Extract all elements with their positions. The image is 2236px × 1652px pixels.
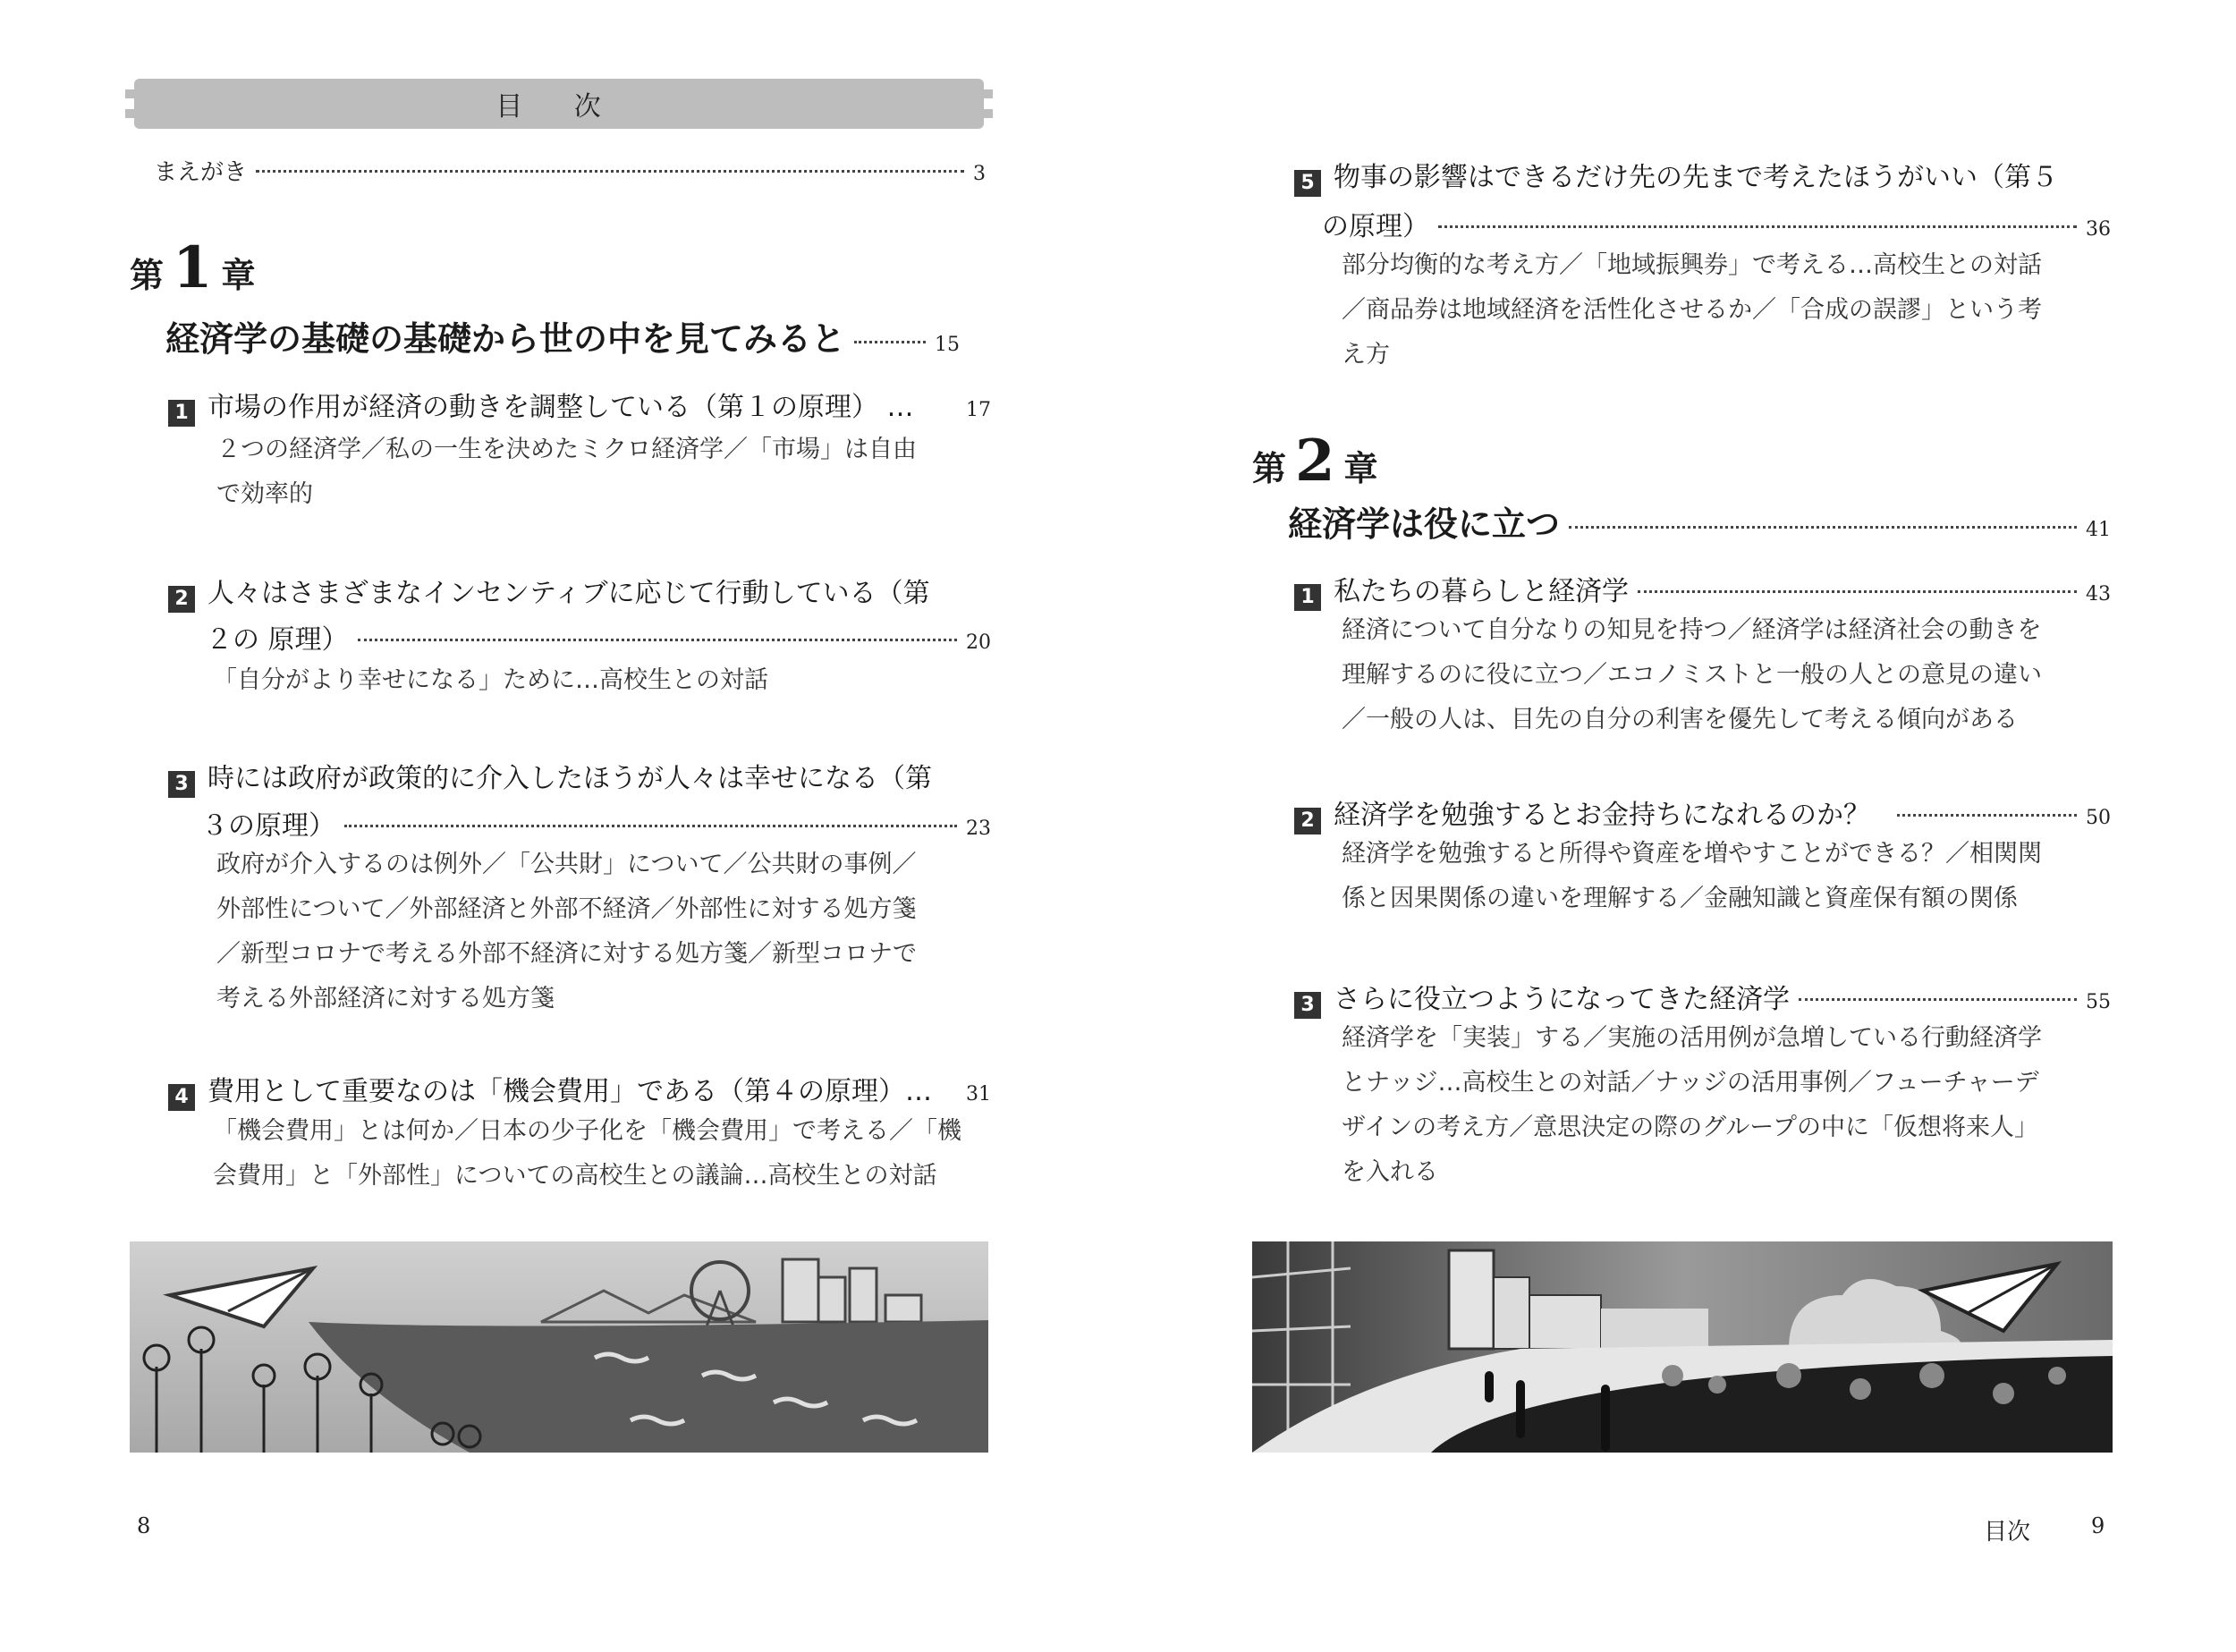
chapter-number: 2 — [1295, 428, 1335, 495]
section-title: 市場の作用が経済の動きを調整している（第１の原理） … — [208, 392, 914, 423]
toc-entry-preface[interactable] — [154, 154, 986, 187]
section-topics — [1342, 608, 2042, 742]
toc-entry-section[interactable] — [168, 756, 991, 795]
topic-line: 部分均衡的な考え方／「地域振興券」で考える…高校生との対話 — [1342, 251, 2042, 279]
topic-line: ザインの考え方／意思決定の際のグループの中に「仮想将来人」 — [1342, 1114, 2038, 1141]
section-title-cont: の原理） — [1322, 211, 1429, 242]
toc-entry-section[interactable] — [168, 385, 991, 424]
section-number-badge: 1 — [168, 400, 195, 427]
chapter-suffix: 章 — [221, 256, 256, 295]
section-topics — [216, 843, 917, 1021]
section-title: 経済学を勉強するとお金持ちになれるのか？ — [1334, 800, 1870, 831]
section-topics — [216, 428, 917, 517]
topic-line: え方 — [1342, 341, 1390, 369]
chapter-2-label — [1252, 428, 1378, 495]
section-number-badge: 3 — [168, 771, 195, 798]
preface-label: まえがき — [154, 159, 248, 186]
chapter-suffix: 章 — [1343, 449, 1378, 488]
toc-banner-title: 目 次 — [495, 91, 623, 123]
dot-leader — [1897, 814, 2077, 817]
page-number: 50 — [2086, 807, 2111, 829]
left-page-number: 8 — [137, 1513, 151, 1538]
right-page-number: 9 — [2091, 1513, 2105, 1538]
running-head: 目次 — [1984, 1519, 2031, 1546]
toc-banner — [134, 79, 984, 129]
dot-leader — [1638, 590, 2077, 593]
page-number: 41 — [2086, 519, 2111, 541]
section-topics — [1342, 1016, 2042, 1195]
topic-line: で効率的 — [216, 480, 313, 508]
topic-line: 経済学を「実装」する／実施の活用例が急増している行動経済学 — [1342, 1024, 2042, 1052]
section-title: 物事の影響はできるだけ先の先まで考えたほうがいい（第５ — [1334, 162, 2058, 193]
topic-line: とナッジ…高校生との対話／ナッジの活用事例／フューチャーデ — [1342, 1069, 2039, 1097]
topic-line: 係と因果関係の違いを理解する／金融知識と資産保有額の関係 — [1342, 885, 2018, 912]
toc-entry-section-cont[interactable] — [206, 617, 991, 657]
section-number-badge: 3 — [1294, 992, 1321, 1019]
seaside-city-illustration — [130, 1241, 988, 1453]
chapter-number: 1 — [173, 234, 213, 301]
page-number: 3 — [973, 163, 986, 185]
dot-leader — [854, 341, 926, 343]
topic-line: 考える外部経済に対する処方箋 — [216, 985, 555, 1012]
chapter-1-label — [130, 234, 256, 301]
section-number-badge: 2 — [168, 586, 195, 613]
page-number: 55 — [2086, 991, 2111, 1013]
toc-entry-chapter-1[interactable] — [165, 311, 993, 360]
topic-line: 「自分がより幸せになる」ために…高校生との対話 — [213, 666, 768, 694]
toc-entry-chapter-2[interactable] — [1288, 496, 2111, 546]
chapter-1-title: 経済学の基礎の基礎から世の中を見てみると — [165, 319, 846, 359]
topic-line: ／新型コロナで考える外部不経済に対する処方箋／新型コロナで — [216, 940, 917, 968]
section-topics — [213, 1109, 961, 1199]
section-title: 時には政府が政策的に介入したほうが人々は幸せになる（第 — [208, 763, 932, 794]
topic-line: を入れる — [1342, 1158, 1438, 1186]
dot-leader — [344, 825, 957, 827]
section-title-cont: ３の原理） — [201, 810, 335, 842]
section-topics — [1342, 243, 2042, 377]
banner-notch-left — [125, 109, 134, 118]
page-number: 36 — [2086, 218, 2111, 241]
chapter-prefix: 第 — [130, 256, 165, 295]
page-number: 43 — [2086, 583, 2111, 606]
section-title: 人々はさまざまなインセンティブに応じて行動している（第 — [208, 578, 930, 609]
page-number: 20 — [966, 631, 991, 654]
topic-line: 政府が介入するのは例外／「公共財」について／公共財の事例／ — [216, 851, 917, 878]
dot-leader — [256, 170, 964, 173]
dot-leader — [1569, 526, 2077, 529]
topic-line: ２つの経済学／私の一生を決めたミクロ経済学／「市場」は自由 — [216, 436, 917, 463]
banner-notch-right — [984, 89, 993, 98]
toc-entry-section[interactable] — [168, 571, 991, 610]
section-number-badge: 2 — [1294, 808, 1321, 834]
chapter-2-title: 経済学は役に立つ — [1288, 504, 1561, 544]
section-number-badge: 5 — [1294, 170, 1321, 197]
page-number: 15 — [935, 334, 961, 356]
toc-entry-section[interactable] — [168, 1069, 991, 1108]
toc-entry-section-cont[interactable] — [201, 803, 991, 843]
dot-leader — [358, 639, 957, 641]
section-title: さらに役立つようになってきた経済学 — [1334, 984, 1790, 1015]
dot-leader — [1438, 225, 2077, 228]
section-topics — [213, 658, 768, 703]
topic-line: ／一般の人は、目先の自分の利害を優先して考える傾向がある — [1342, 706, 2018, 733]
section-title: 費用として重要なのは「機会費用」である（第４の原理）… — [208, 1076, 932, 1107]
banner-notch-right — [984, 109, 993, 118]
toc-entry-section[interactable] — [1294, 792, 2111, 832]
toc-entry-section[interactable] — [1294, 569, 2111, 608]
topic-line: 外部性について／外部経済と外部不経済／外部性に対する処方箋 — [216, 895, 917, 923]
section-title-cont: ２の 原理） — [206, 624, 349, 656]
topic-line: 理解するのに役に立つ／エコノミストと一般の人との意見の違い — [1342, 661, 2042, 689]
toc-entry-section-cont[interactable] — [1322, 204, 2111, 243]
page-number: 31 — [966, 1083, 991, 1106]
waterfront-promenade-illustration — [1252, 1241, 2113, 1453]
page-number: 23 — [966, 818, 991, 840]
topic-line: 経済について自分なりの知見を持つ／経済学は経済社会の動きを — [1342, 616, 2042, 644]
topic-line: 会費用」と「外部性」についての高校生との議論…高校生との対話 — [213, 1162, 937, 1190]
topic-line: 「機会費用」とは何か／日本の少子化を「機会費用」で考える／「機 — [213, 1117, 961, 1145]
section-title: 私たちの暮らしと経済学 — [1334, 576, 1629, 607]
waterfront-promenade-illustration-art — [1252, 1241, 2113, 1453]
topic-line: ／商品券は地域経済を活性化させるか／「合成の誤謬」という考 — [1342, 296, 2042, 324]
toc-entry-section[interactable] — [1294, 977, 2111, 1016]
chapter-prefix: 第 — [1252, 449, 1287, 488]
banner-notch-left — [125, 89, 134, 98]
section-number-badge: 1 — [1294, 584, 1321, 611]
topic-line: 経済学を勉強すると所得や資産を増やすことができる？／相関関 — [1342, 840, 2042, 868]
seaside-city-illustration-art — [130, 1241, 988, 1453]
section-topics — [1342, 832, 2042, 921]
toc-entry-section[interactable] — [1294, 155, 2117, 194]
dot-leader — [1799, 998, 2077, 1001]
page-number: 17 — [966, 399, 991, 421]
section-number-badge: 4 — [168, 1084, 195, 1111]
